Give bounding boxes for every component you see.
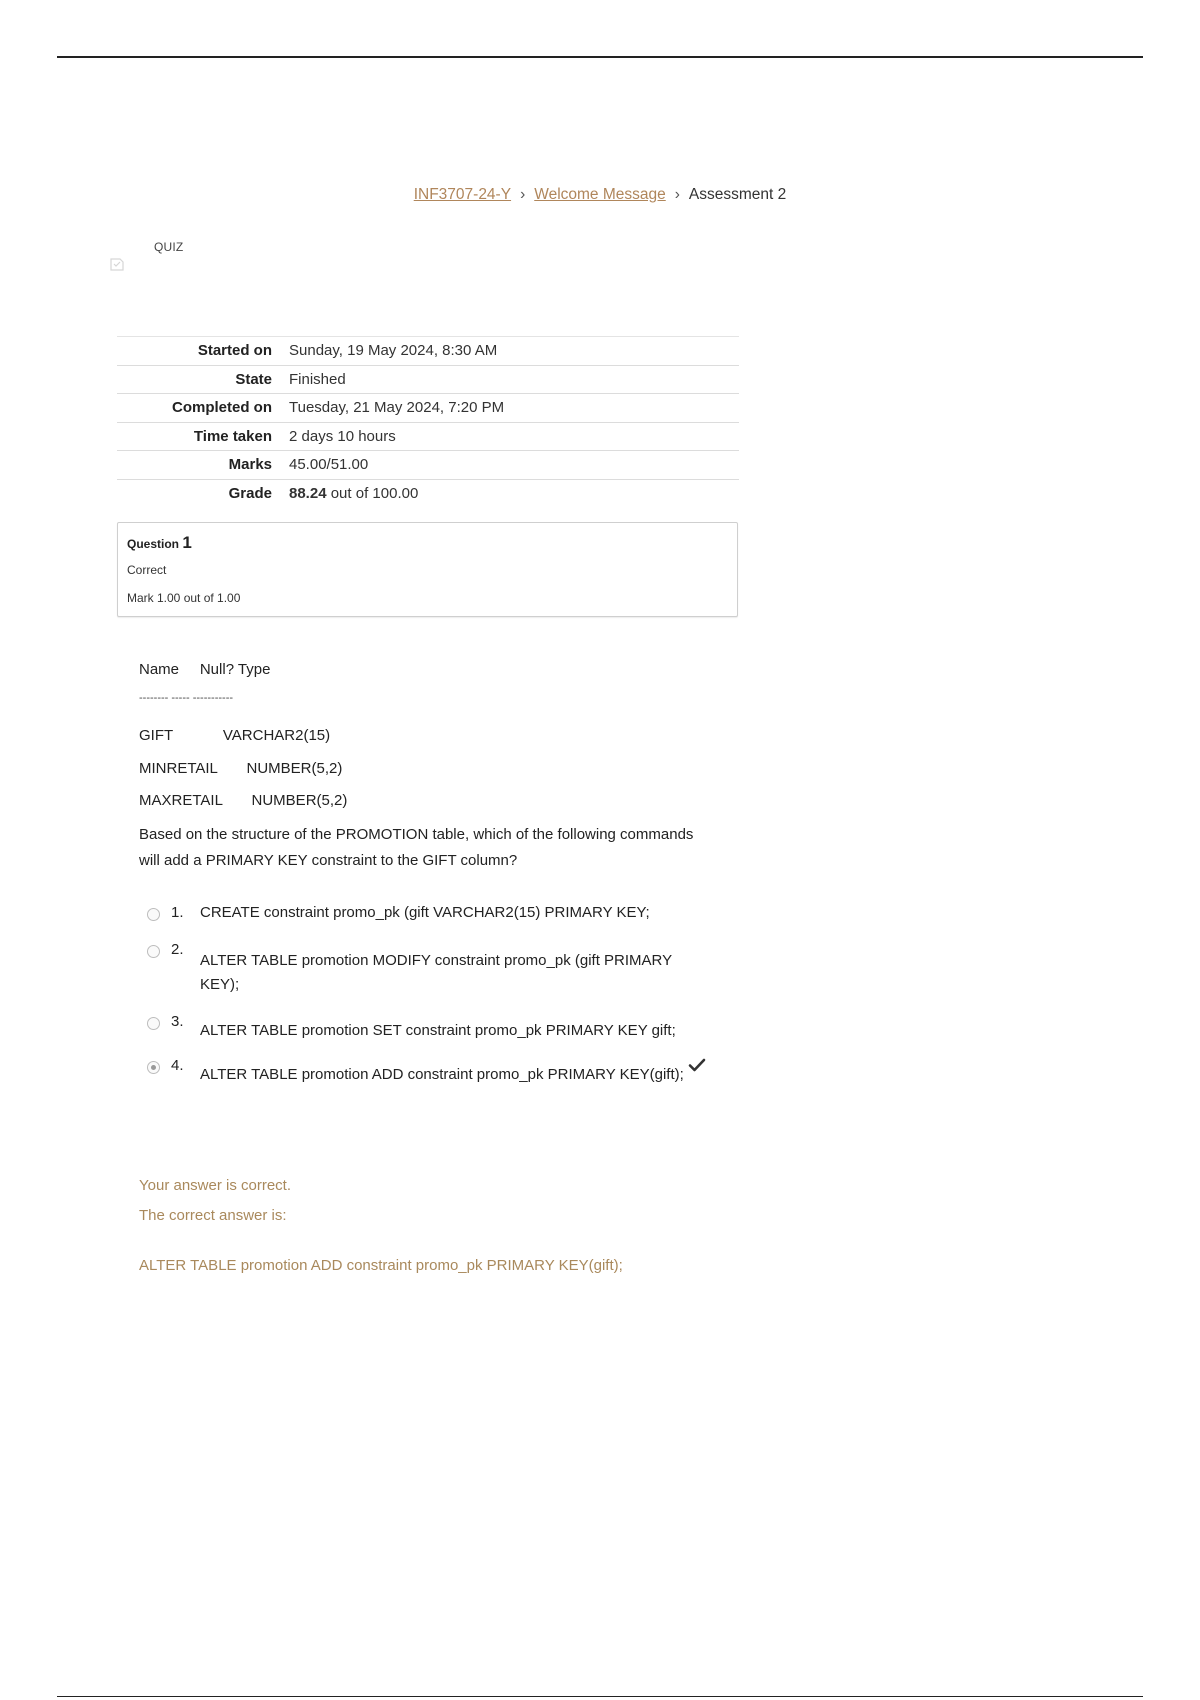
radio-button[interactable] xyxy=(147,908,160,921)
schema-row: MINRETAIL NUMBER(5,2) xyxy=(139,760,343,777)
option-text: ALTER TABLE promotion ADD constraint promo_pk PRIMARY KEY(gift); xyxy=(200,1066,684,1083)
question-number-value: 1 xyxy=(182,533,192,552)
page-bottom-rule xyxy=(57,1696,1143,1697)
option-text: CREATE constraint promo_pk (gift VARCHAR2(15) PRIMARY KEY; xyxy=(200,904,650,921)
checkmark-icon xyxy=(688,1057,708,1075)
breadcrumb-separator-icon: › xyxy=(520,186,526,203)
question-prompt: Based on the structure of the PROMOTION table, which of the following commands will add a PRIMARY KEY constraint to the GIFT column? xyxy=(139,826,694,869)
grade-value: 88.24 xyxy=(289,484,327,502)
schema-divider: -------- ----- ----------- xyxy=(139,692,234,704)
option-number: 2. xyxy=(171,941,184,958)
summary-label: Grade xyxy=(117,479,289,507)
summary-row-completed xyxy=(117,394,739,423)
schema-row: MAXRETAIL NUMBER(5,2) xyxy=(139,792,348,809)
radio-button-checked[interactable] xyxy=(147,1061,160,1074)
summary-label: Completed on xyxy=(117,394,289,423)
grade-out-of: out of 100.00 xyxy=(330,484,419,502)
schema-row: GIFT VARCHAR2(15) xyxy=(139,727,331,744)
summary-row-time-taken xyxy=(117,422,739,451)
question-prefix: Question xyxy=(127,537,180,551)
question-state: Correct xyxy=(127,563,167,577)
option-number: 1. xyxy=(171,904,184,921)
summary-row-grade xyxy=(117,479,739,507)
summary-value xyxy=(289,479,739,507)
summary-value: 2 days 10 hours xyxy=(289,422,739,451)
summary-value: Sunday, 19 May 2024, 8:30 AM xyxy=(289,337,739,366)
radio-button[interactable] xyxy=(147,1017,160,1030)
schema-header: Name Null? Type xyxy=(139,661,271,678)
feedback-right-answer: ALTER TABLE promotion ADD constraint promo_pk PRIMARY KEY(gift); xyxy=(139,1257,623,1274)
summary-value: Finished xyxy=(289,365,739,394)
summary-value: 45.00/51.00 xyxy=(289,451,739,480)
summary-label: State xyxy=(117,365,289,394)
breadcrumb-section-link[interactable]: Welcome Message xyxy=(534,186,666,203)
option-text: ALTER TABLE promotion SET constraint promo_pk PRIMARY KEY gift; xyxy=(200,1022,676,1039)
breadcrumb-course-link[interactable]: INF3707-24-Y xyxy=(413,186,512,203)
feedback-right-answer-label: The correct answer is: xyxy=(139,1207,287,1224)
breadcrumb xyxy=(0,186,1200,204)
breadcrumb-separator-icon: › xyxy=(674,186,680,203)
summary-value: Tuesday, 21 May 2024, 7:20 PM xyxy=(289,394,739,423)
quiz-icon xyxy=(109,256,125,272)
summary-label: Started on xyxy=(117,337,289,366)
activity-type-label: QUIZ xyxy=(154,240,184,254)
option-text: ALTER TABLE promotion MODIFY constraint promo_pk (gift PRIMARY KEY); xyxy=(200,952,672,993)
summary-row-marks xyxy=(117,451,739,480)
question-number xyxy=(127,533,192,553)
summary-label: Time taken xyxy=(117,422,289,451)
option-number: 4. xyxy=(171,1057,184,1074)
question-info-box xyxy=(117,522,738,617)
attempt-summary-table xyxy=(117,336,739,507)
option-number: 3. xyxy=(171,1013,184,1030)
radio-button[interactable] xyxy=(147,945,160,958)
question-mark: Mark 1.00 out of 1.00 xyxy=(127,591,241,605)
feedback-specific: Your answer is correct. xyxy=(139,1177,292,1194)
summary-label: Marks xyxy=(117,451,289,480)
page-top-rule xyxy=(57,56,1143,58)
summary-row-state xyxy=(117,365,739,394)
breadcrumb-current: Assessment 2 xyxy=(688,186,787,203)
summary-row-started xyxy=(117,337,739,366)
